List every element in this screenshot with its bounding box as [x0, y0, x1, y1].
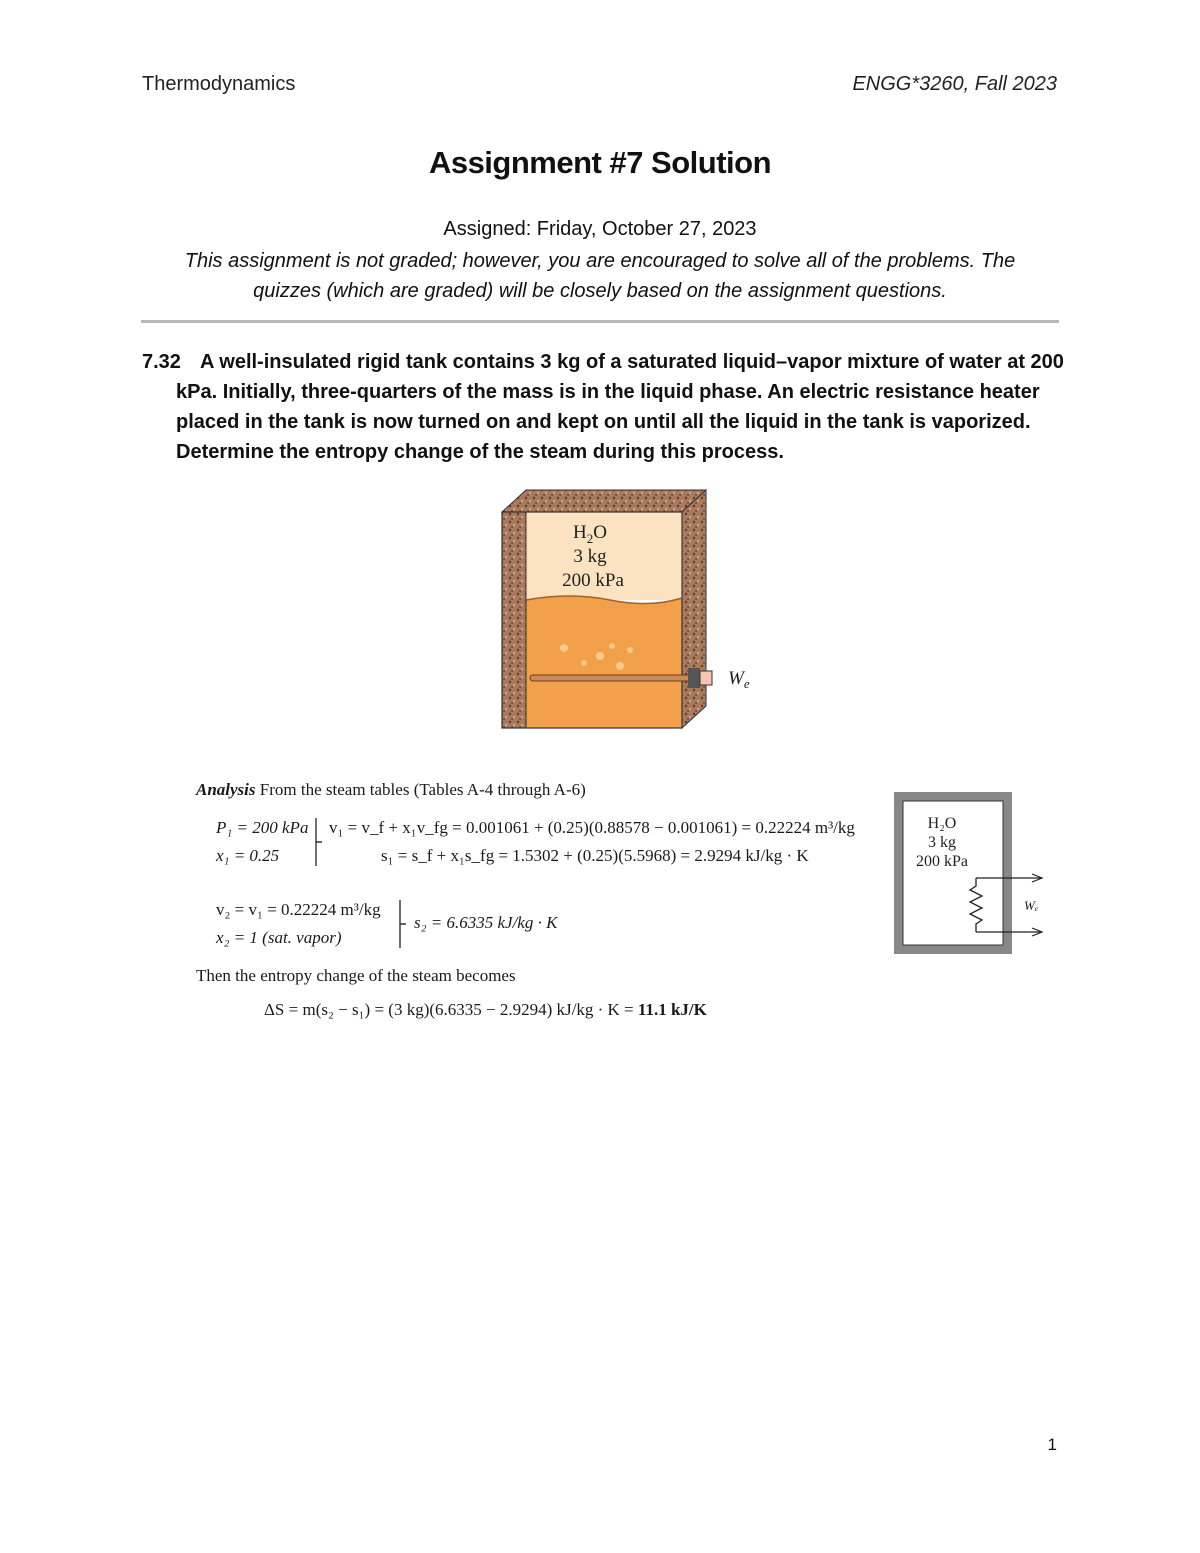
p1-given: P₁ = 200 kPa	[216, 818, 309, 837]
problem-line-4: Determine the entropy change of the steam during this process.	[176, 441, 784, 463]
insulation-side	[682, 490, 706, 728]
tank-label-h2o: $H_2O$	[573, 522, 607, 546]
insulation-left	[502, 512, 526, 728]
liquid-region	[526, 596, 682, 728]
assignment-note: This assignment is not graded; however, you are encouraged to solve all of the problems. The quizzes (which are graded) will be closely based on the assignment questions.	[184, 250, 1016, 302]
problem-number: 7.32	[142, 351, 181, 373]
analysis-intro: Analysis From the steam tables (Tables A-4 through A-6)	[196, 780, 586, 799]
bubble	[581, 660, 587, 666]
analysis-block	[196, 780, 886, 1025]
tank-label-mass: 3 kg	[573, 546, 607, 567]
tank-label-pressure: 200 kPa	[562, 570, 624, 591]
bubble	[596, 652, 604, 660]
s1-equation: s₁ = s_f + x₁s_fg = 1.5302 + (0.25)(5.5968) = 2.9294 kJ/kg · K	[381, 846, 809, 865]
entropy-change-equation: ΔS = m(s₂ − s₁) = (3 kg)(6.6335 − 2.9294) kJ/kg · K = 11.1 kJ/K	[264, 1000, 707, 1019]
problem-line-3: placed in the tank is now turned on and kept on until all the liquid in the tank is vaporized.	[176, 411, 1031, 433]
x1-given: x₁ = 0.25	[216, 846, 280, 865]
problem-line-2: kPa. Initially, three-quarters of the mass is in the liquid phase. An electric resistance heater	[176, 381, 1040, 403]
work-label: $W_e$	[728, 668, 750, 691]
v2-given: v₂ = v₁ = 0.22224 m³/kg	[216, 900, 381, 919]
x2-given: x₂ = 1 (sat. vapor)	[216, 928, 342, 947]
problem-statement	[142, 347, 1092, 467]
brace-2	[398, 898, 410, 950]
heater-rod	[530, 675, 690, 681]
schematic-pressure: 200 kPa	[916, 853, 968, 870]
bubble	[616, 662, 624, 670]
heater-terminal	[700, 671, 712, 685]
insulation-top	[502, 490, 706, 512]
schematic-work: Wₑ	[1024, 898, 1039, 913]
assigned-date: Assigned: Friday, October 27, 2023	[443, 218, 757, 240]
bubble	[560, 644, 568, 652]
schematic-mass: 3 kg	[928, 834, 956, 851]
problem-line-1: A well-insulated rigid tank contains 3 kg of a saturated liquid–vapor mixture of water at 200	[200, 351, 1064, 373]
v1-equation: v₁ = v_f + x₁v_fg = 0.001061 + (0.25)(0.88578 − 0.001061) = 0.22224 m³/kg	[329, 818, 855, 837]
entropy-change-result: 11.1 kJ/K	[637, 1000, 707, 1019]
system-schematic	[892, 790, 1052, 956]
brace-1	[314, 816, 326, 868]
page-title: Assignment #7 Solution	[428, 145, 772, 180]
tank-figure	[500, 488, 770, 731]
then-statement: Then the entropy change of the steam becomes	[196, 966, 516, 985]
header-course-code: ENGG*3260, Fall 2023	[852, 73, 1057, 95]
divider	[141, 320, 1059, 323]
heater-plug	[688, 668, 700, 688]
bubble	[627, 647, 633, 653]
bubble	[609, 643, 615, 649]
schematic-h2o: H₂O	[927, 815, 957, 832]
header-course: Thermodynamics	[142, 73, 296, 95]
page-number: 1	[1047, 1435, 1057, 1454]
s2-equation: s₂ = 6.6335 kJ/kg · K	[414, 913, 558, 932]
